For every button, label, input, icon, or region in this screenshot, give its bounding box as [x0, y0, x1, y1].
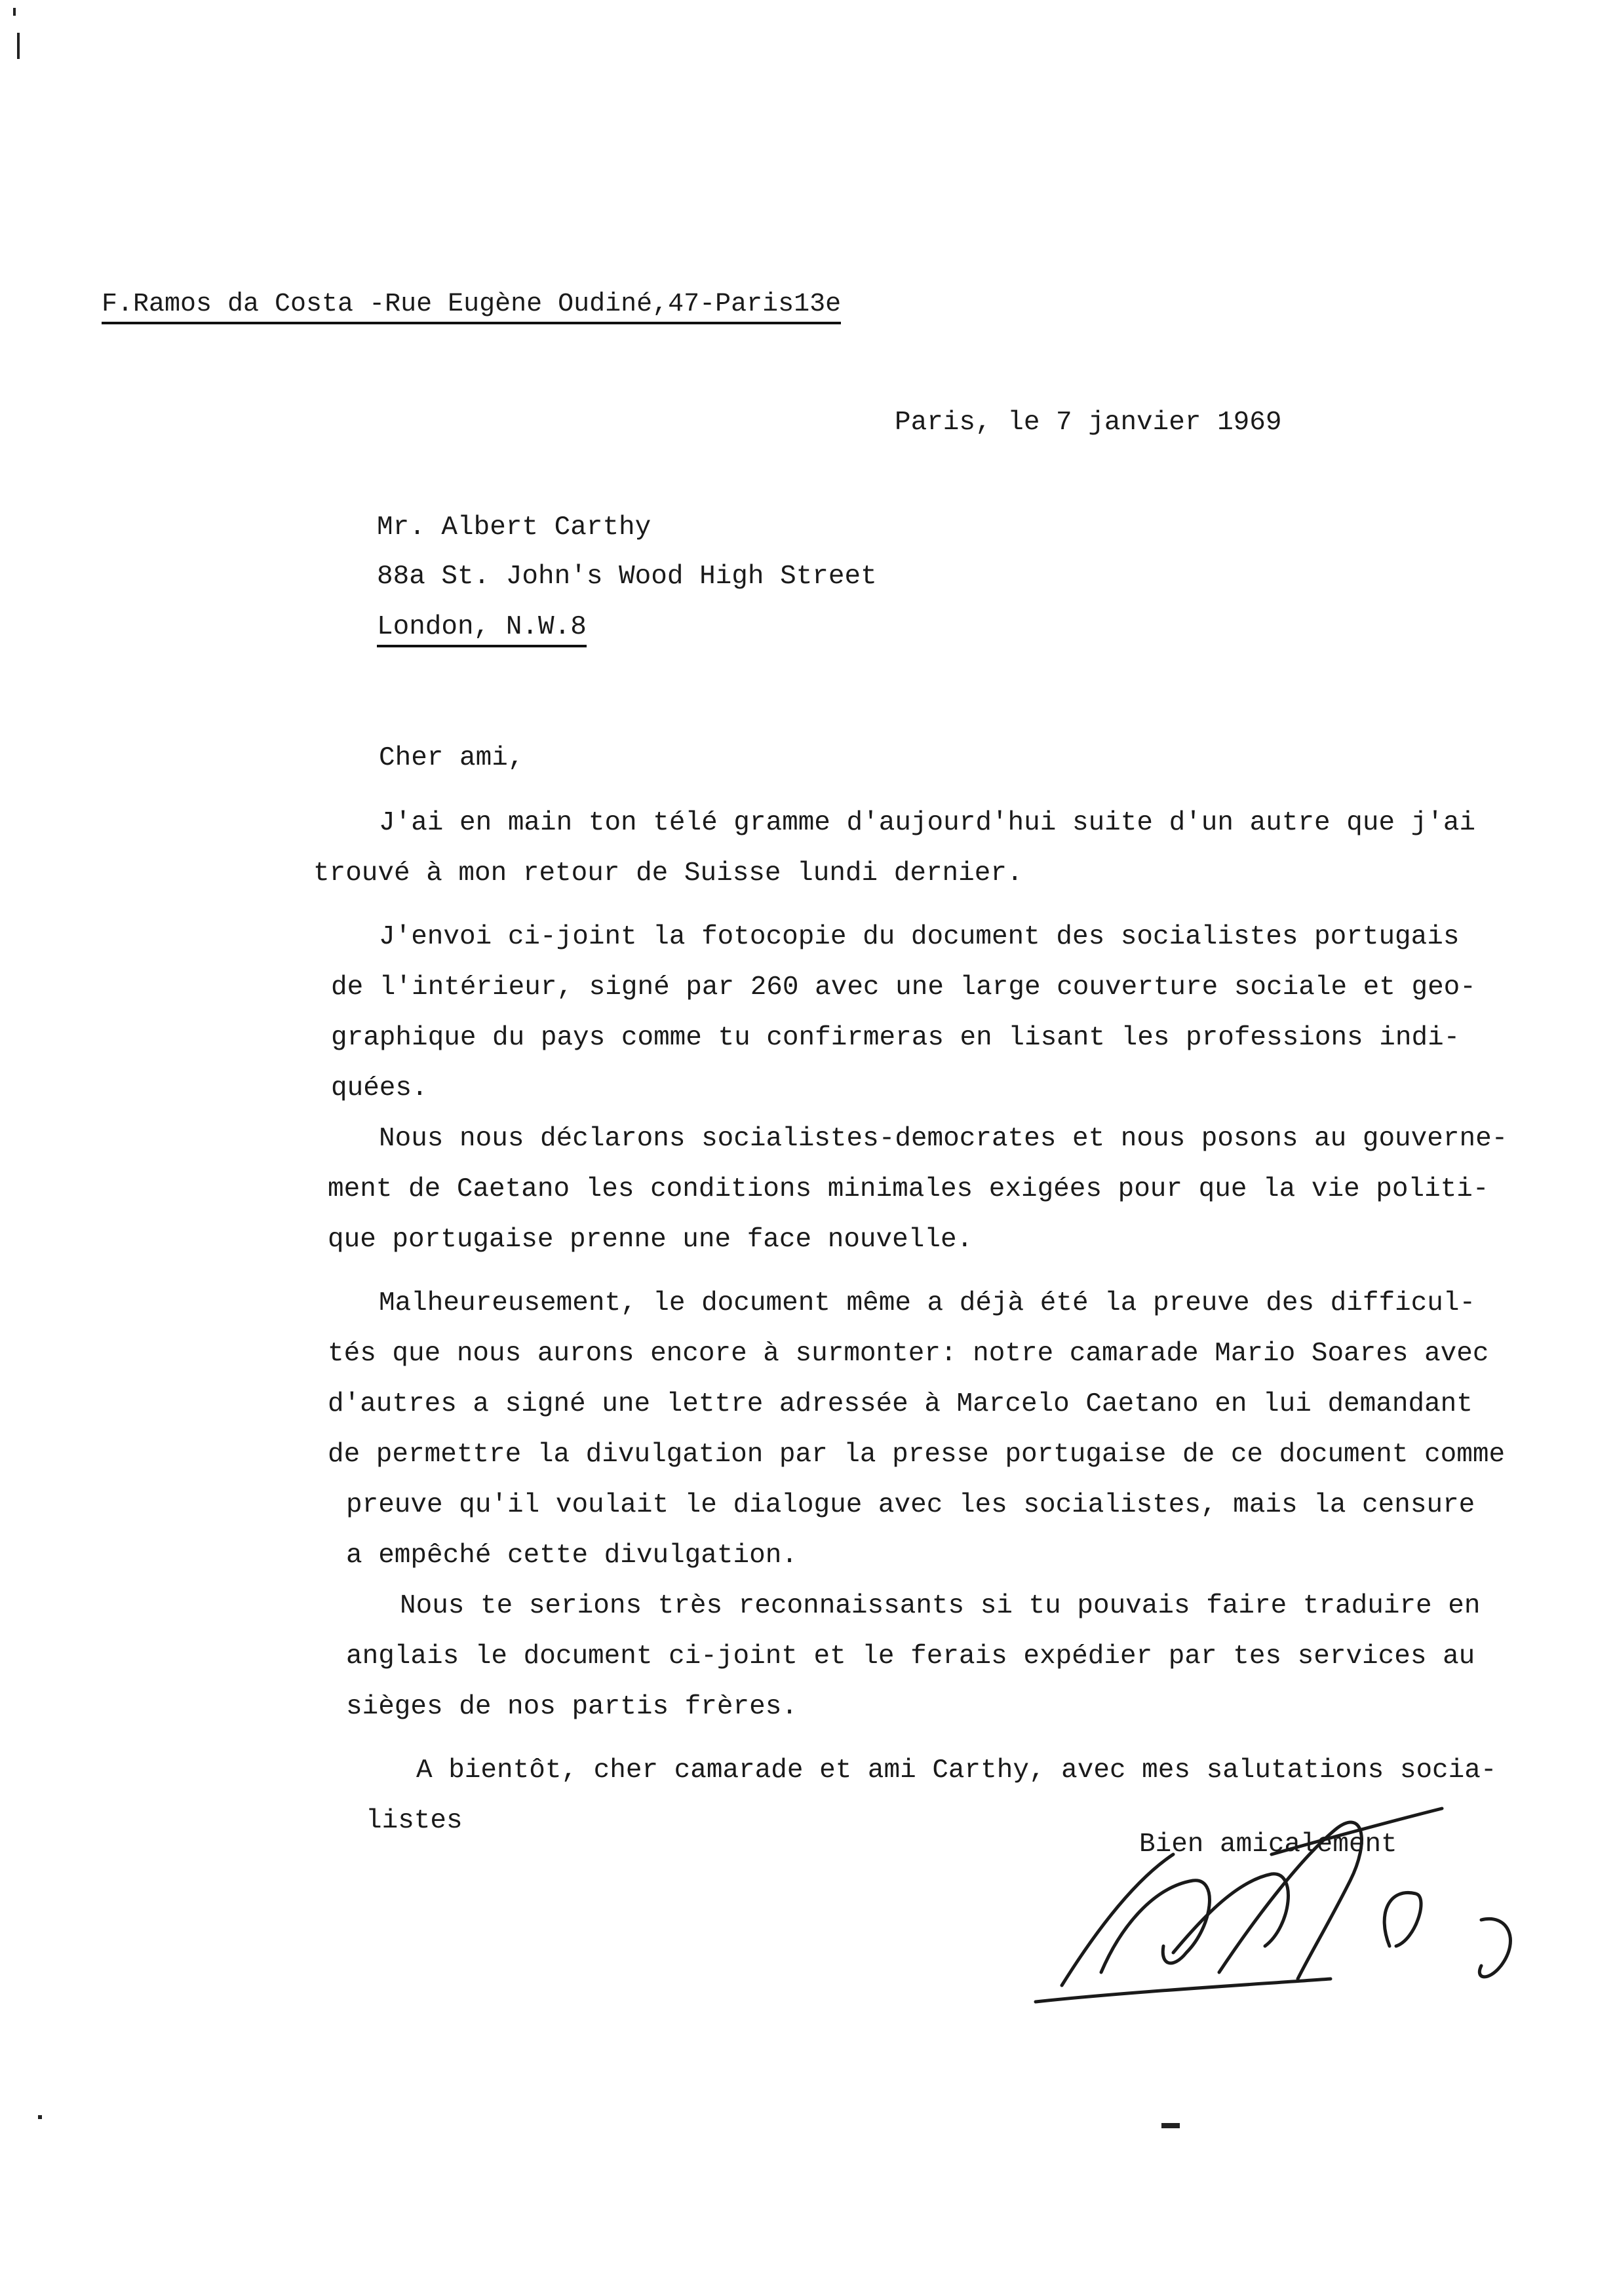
body-line: graphique du pays comme tu confirmeras en lisant les professions indi- — [331, 1023, 1460, 1053]
body-line: tés que nous aurons encore à surmonter: notre camarade Mario Soares avec — [328, 1339, 1489, 1369]
sender-line: F.Ramos da Costa -Rue Eugène Oudiné,47-Paris13e — [102, 292, 841, 324]
closing-line: Bien amicalement — [1139, 1829, 1397, 1860]
salutation: Cher ami, — [379, 743, 524, 773]
date-line: Paris, le 7 janvier 1969 — [895, 408, 1282, 438]
scan-mark — [17, 33, 20, 59]
body-line: a empêché cette divulgation. — [346, 1540, 798, 1571]
recipient-city: London, N.W.8 — [377, 614, 587, 647]
body-line: d'autres a signé une lettre adressée à Marcelo Caetano en lui demandant — [328, 1389, 1473, 1419]
body-line: Malheureusement, le document même a déjà été la preuve des difficul- — [379, 1288, 1476, 1318]
body-line: anglais le document ci-joint et le ferais expédier par tes services au — [346, 1641, 1475, 1672]
body-line: listes — [366, 1806, 463, 1836]
body-line: Nous te serions très reconnaissants si tu pouvais faire traduire en — [400, 1591, 1481, 1621]
body-line: J'ai en main ton télé gramme d'aujourd'hui suite d'un autre que j'ai — [379, 808, 1476, 838]
recipient-street: 88a St. John's Wood High Street — [377, 562, 877, 592]
recipient-name: Mr. Albert Carthy — [377, 512, 652, 543]
body-line: preuve qu'il voulait le dialogue avec les socialistes, mais la censure — [346, 1490, 1475, 1520]
body-line: de permettre la divulgation par la presse portugaise de ce document comme — [328, 1440, 1506, 1470]
body-line: que portugaise prenne une face nouvelle. — [328, 1225, 973, 1255]
body-line: quées. — [331, 1073, 428, 1103]
body-line: de l'intérieur, signé par 260 avec une large couverture sociale et geo- — [331, 972, 1476, 1003]
body-line: Nous nous déclarons socialistes-democrates et nous posons au gouverne- — [379, 1124, 1508, 1154]
handwritten-signature — [1022, 1782, 1560, 2038]
body-line: J'envoi ci-joint la fotocopie du document des socialistes portugais — [379, 922, 1460, 952]
body-line: sièges de nos partis frères. — [346, 1692, 798, 1722]
scan-mark — [38, 2115, 42, 2119]
body-line: A bientôt, cher camarade et ami Carthy, avec mes salutations socia- — [416, 1755, 1497, 1786]
body-line: trouvé à mon retour de Suisse lundi dernier. — [313, 858, 1023, 889]
body-line: ment de Caetano les conditions minimales exigées pour que la vie politi- — [328, 1174, 1489, 1204]
scan-mark — [13, 8, 16, 16]
scan-mark — [1161, 2123, 1180, 2128]
